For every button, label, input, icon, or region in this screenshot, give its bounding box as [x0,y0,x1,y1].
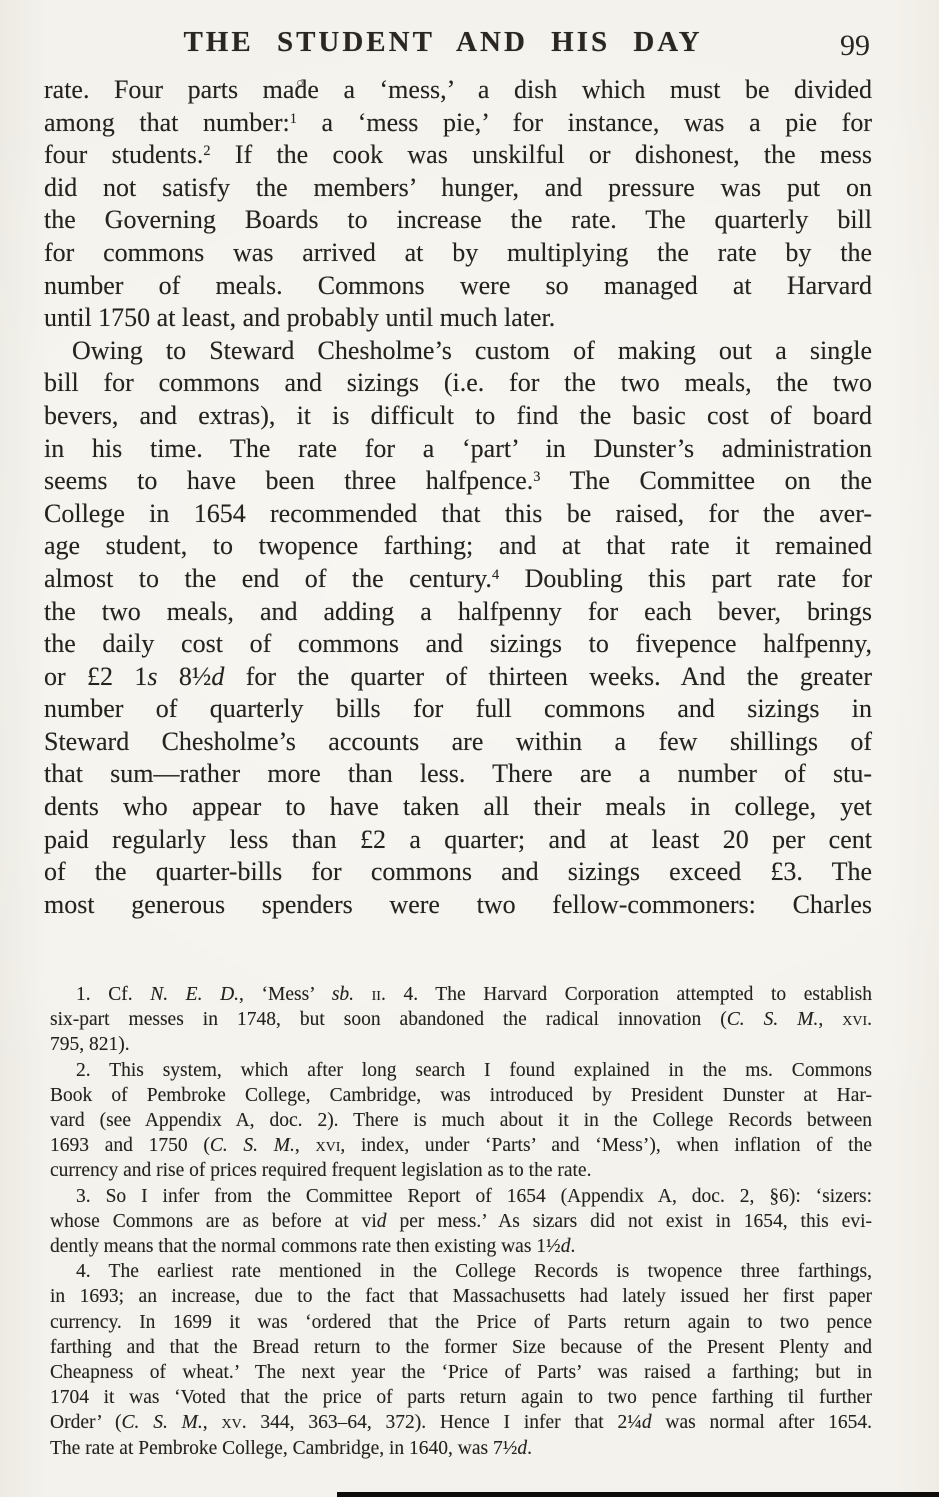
text-line: for commons was arrived at by multiplying the rate by the [44,237,872,267]
text-line: 3. So I infer from the Committee Report of 1654 (Appendix A, doc. 2, §6): ‘sizers: [76,1185,872,1207]
text-line: most generous spenders were two fellow-commoners: Charles [44,889,872,919]
text-line: currency and rise of prices required frequent legislation as to the rate. [50,1160,592,1182]
text-line: paid regularly less than £2 a quarter; and at least 20 per cent [44,824,872,854]
text-line: Steward Chesholme’s accounts are within a few shillings of [44,726,872,756]
text-line: Order’ (C. S. M., xv. 344, 363–64, 372). Hence I infer that 2¼d was normal after 1654. [50,1412,872,1434]
text-line: rate. Four parts made a ‘mess,’ a dish which must be divided [44,75,872,104]
text-line: that sum—rather more than less. There are a number of stu- [44,759,872,789]
text-line: the Governing Boards to increase the rate. The quarterly bill [44,205,872,235]
text-line: farthing and that the Bread return to the former Size because of the Present Plenty and [50,1336,872,1358]
scan-edge-artifact [337,1492,939,1497]
text-line: number of meals. Commons were so managed at Harvard [44,270,872,300]
text-line: bill for commons and sizings (i.e. for the two meals, the two [44,368,872,398]
text-line: 795, 821). [50,1034,130,1056]
text-line: number of quarterly bills for full commons and sizings in [44,694,872,724]
text-line: the two meals, and adding a halfpenny for each bever, brings [44,596,872,626]
text-line: 1704 it was ‘Voted that the price of parts return again to two pence farthing til further [50,1387,872,1409]
body-text [44,74,872,921]
footnote [50,1058,872,1184]
text-line: dently means that the normal commons rate then existing was 1½d. [50,1236,576,1258]
text-line: age student, to twopence farthing; and at that rate it remained [44,531,872,561]
text-line: 1. Cf. N. E. D., ‘Mess’ sb. ii. 4. The Harvard Corporation attempted to establish [76,984,873,1005]
text-line: Cheapness of wheat.’ The next year the ‘Price of Parts’ was raised a farthing; but in [50,1362,872,1384]
page-number: 99 [840,29,870,62]
text-line: four students.$^2$ If the cook was unskilful or dishonest, the mess [44,140,872,170]
text-line: Book of Pembroke College, Cambridge, was introduced by President Dunster at Har- [50,1084,872,1106]
paragraph [44,335,872,922]
text-line: The rate at Pembroke College, Cambridge, in 1640, was 7½d. [50,1437,532,1459]
text-line: did not satisfy the members’ hunger, and pressure was put on [44,172,872,202]
text-line: 1693 and 1750 (C. S. M., xvi, index, under ‘Parts’ and ‘Mess’), when inflation of the [50,1135,872,1157]
running-header [44,26,872,66]
text-line: dents who appear to have taken all their meals in college, yet [44,792,872,822]
text-line: the daily cost of commons and sizings to fivepence halfpenny, [44,629,872,659]
text-line: Owing to Steward Chesholme’s custom of making out a single [72,335,872,365]
footnote [50,982,872,1058]
paragraph [44,74,872,335]
text-line: in his time. The rate for a ‘part’ in Dunster’s administration [44,433,872,463]
text-line: vard (see Appendix A, doc. 2). There is much about it in the College Records between [50,1110,872,1132]
text-line: until 1750 at least, and probably until much later. [44,303,556,333]
footnote [50,1184,872,1260]
footnote [50,1259,872,1461]
text-line: in 1693; an increase, due to the fact that Massachusetts had lately issued her first paper [50,1286,872,1308]
text-line: of the quarter-bills for commons and sizings exceed £3. The [44,857,872,887]
text-line: College in 1654 recommended that this be raised, for the aver- [44,498,872,528]
text-line: or £2 1s 8½d for the quarter of thirteen weeks. And the greater [44,661,872,691]
page-title: THE STUDENT AND HIS DAY [183,26,703,58]
text-line: currency. In 1699 it was ‘ordered that the Price of Parts return again to two pence [50,1311,872,1333]
text-line: almost to the end of the century.$^4$ Doubling this part rate for [44,563,872,593]
ink-speck-artifact [297,80,303,86]
text-line: bevers, and extras), it is difficult to find the basic cost of board [44,400,872,430]
text-line: 4. The earliest rate mentioned in the College Records is twopence three farthings, [76,1261,872,1283]
text-line: seems to have been three halfpence.$^3$ The Committee on the [44,466,872,496]
text-line: six-part messes in 1748, but soon abandoned the radical innovation (C. S. M., xvi. [50,1009,873,1031]
text-line: whose Commons are as before at vid per mess.’ As sizars did not exist in 1654, this evi- [50,1210,873,1232]
text-line: 2. This system, which after long search I found explained in the ms. Commons [76,1059,872,1081]
text-line: among that number:$^1$ a ‘mess pie,’ for instance, was a pie for [44,107,873,137]
footnotes-section [50,982,872,1461]
